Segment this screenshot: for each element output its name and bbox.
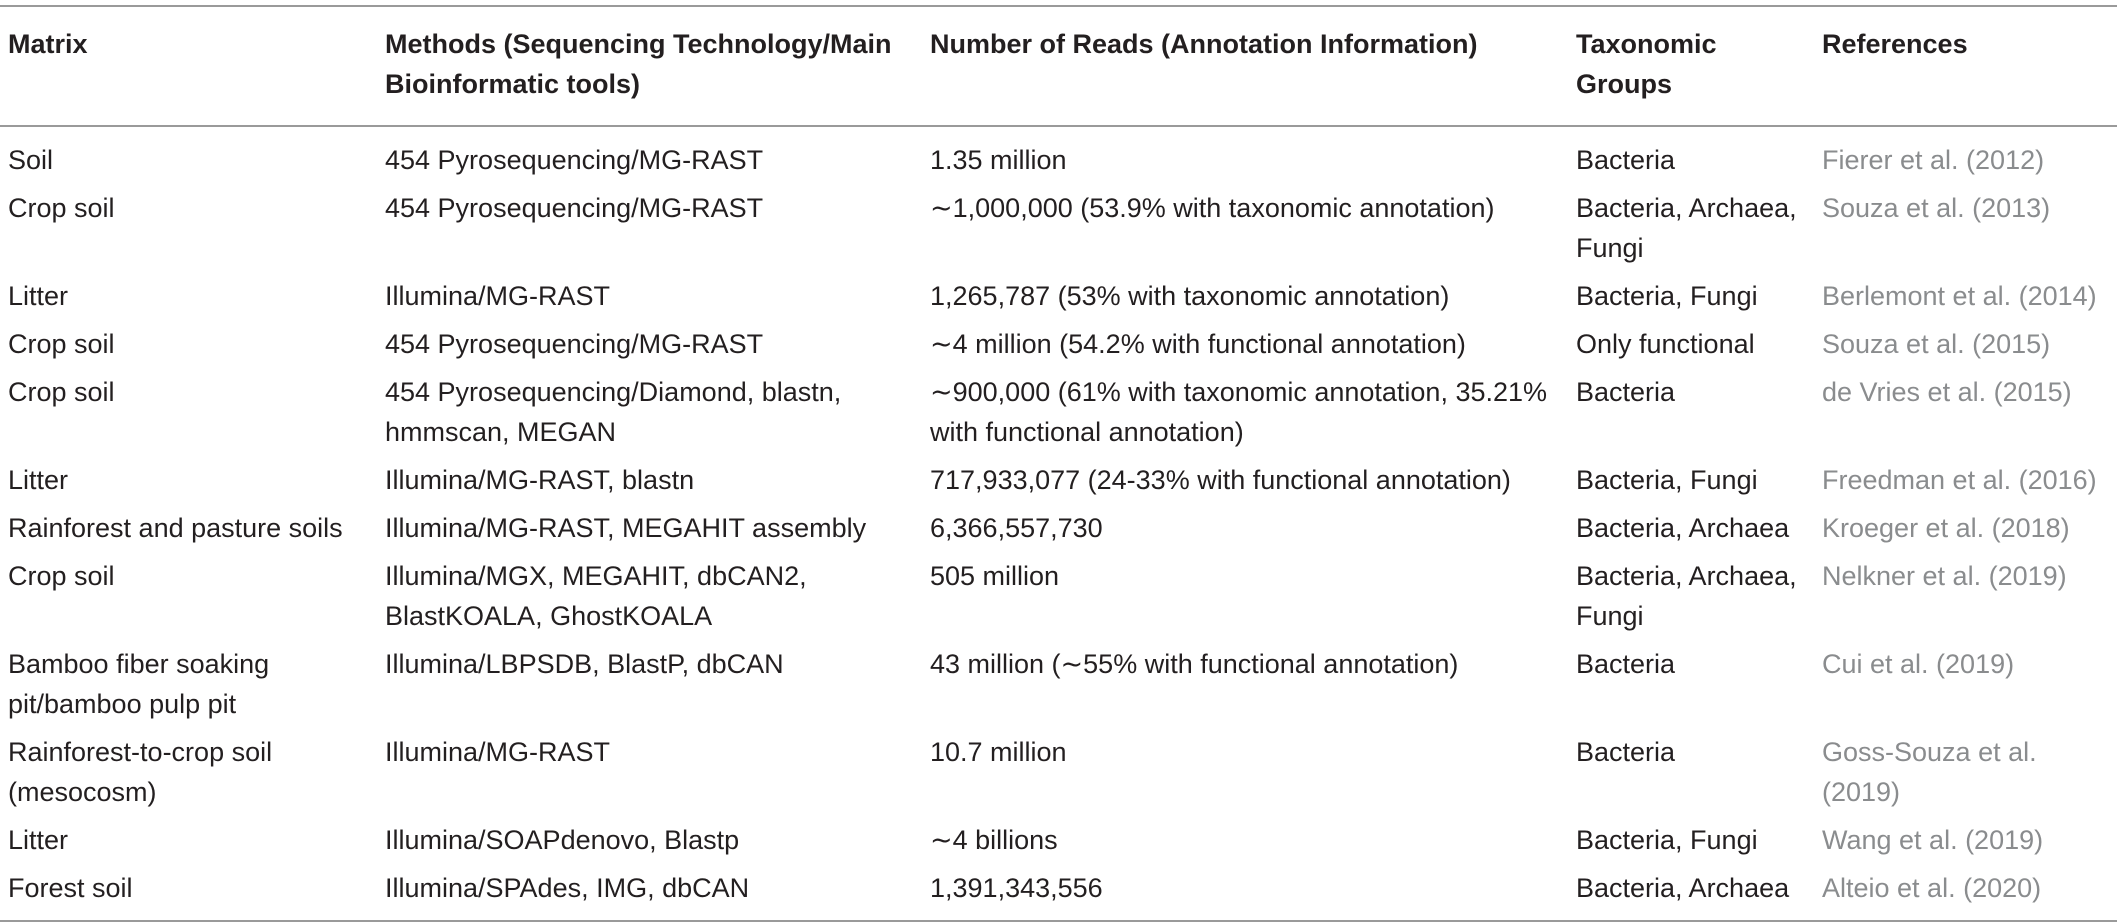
cell-reads: 1.35 million <box>930 145 1067 175</box>
cell-taxonomic-groups: Bacteria, Fungi <box>1576 825 1758 855</box>
cell-methods: 454 Pyrosequencing/MG-RAST <box>385 145 764 175</box>
reference-link[interactable]: Berlemont et al. (2014) <box>1822 281 2097 311</box>
cell-reads: 43 million (∼55% with functional annotation) <box>930 649 1459 679</box>
reference-link[interactable]: Cui et al. (2019) <box>1822 649 2015 679</box>
table-row <box>0 272 2117 320</box>
reference-link[interactable]: de Vries et al. (2015) <box>1822 377 2072 407</box>
cell-matrix: Crop soil <box>8 193 115 223</box>
cell-matrix: Soil <box>8 145 54 175</box>
cell-methods: Illumina/MG-RAST <box>385 281 611 311</box>
cell-matrix: Bamboo fiber soaking pit/bamboo pulp pit <box>8 649 270 719</box>
table-row <box>0 728 2117 816</box>
cell-taxonomic-groups: Bacteria, Fungi <box>1576 465 1758 495</box>
cell-matrix: Rainforest-to-crop soil (mesocosm) <box>8 737 273 807</box>
cell-taxonomic-groups: Bacteria <box>1576 145 1676 175</box>
cell-methods: 454 Pyrosequencing/Diamond, blastn, hmmscan, MEGAN <box>385 377 842 447</box>
cell-methods: Illumina/MG-RAST <box>385 737 611 767</box>
reference-link[interactable]: Wang et al. (2019) <box>1822 825 2044 855</box>
reference-link[interactable]: Nelkner et al. (2019) <box>1822 561 2067 591</box>
cell-reads: 1,391,343,556 <box>930 873 1103 903</box>
cell-methods: 454 Pyrosequencing/MG-RAST <box>385 329 764 359</box>
cell-matrix: Forest soil <box>8 873 133 903</box>
cell-reads: 505 million <box>930 561 1060 591</box>
table-row <box>0 864 2117 921</box>
table-row <box>0 552 2117 640</box>
cell-methods: Illumina/LBPSDB, BlastP, dbCAN <box>385 649 784 679</box>
cell-reads: 6,366,557,730 <box>930 513 1103 543</box>
table-row <box>0 504 2117 552</box>
header-references: References <box>1822 29 1968 59</box>
header-row <box>0 6 2117 126</box>
reference-link[interactable]: Alteio et al. (2020) <box>1822 873 2042 903</box>
cell-reads: ∼900,000 (61% with taxonomic annotation, 35.21% with functional annotation) <box>930 377 1548 447</box>
table-row <box>0 368 2117 456</box>
header-methods: Methods (Sequencing Technology/Main Bioinformatic tools) <box>385 29 892 99</box>
table-body <box>0 126 2117 921</box>
cell-taxonomic-groups: Bacteria, Archaea <box>1576 873 1790 903</box>
table-row <box>0 816 2117 864</box>
reference-link[interactable]: Souza et al. (2013) <box>1822 193 2051 223</box>
header-reads: Number of Reads (Annotation Information) <box>930 29 1478 59</box>
cell-reads: ∼1,000,000 (53.9% with taxonomic annotation) <box>930 193 1495 223</box>
cell-matrix: Crop soil <box>8 561 115 591</box>
cell-taxonomic-groups: Bacteria, Archaea <box>1576 513 1790 543</box>
table-header <box>0 6 2117 126</box>
cell-reads: ∼4 million (54.2% with functional annotation) <box>930 329 1466 359</box>
cell-matrix: Litter <box>8 281 69 311</box>
cell-matrix: Litter <box>8 825 69 855</box>
cell-matrix: Crop soil <box>8 377 115 407</box>
cell-methods: 454 Pyrosequencing/MG-RAST <box>385 193 764 223</box>
metagenomics-studies-table <box>0 5 2117 922</box>
cell-taxonomic-groups: Only functional <box>1576 329 1755 359</box>
cell-matrix: Crop soil <box>8 329 115 359</box>
cell-methods: Illumina/MGX, MEGAHIT, dbCAN2, BlastKOALA, GhostKOALA <box>385 561 807 631</box>
table-row <box>0 456 2117 504</box>
table-row <box>0 320 2117 368</box>
cell-taxonomic-groups: Bacteria, Archaea, Fungi <box>1576 561 1797 631</box>
reference-link[interactable]: Freedman et al. (2016) <box>1822 465 2097 495</box>
table-row <box>0 640 2117 728</box>
cell-taxonomic-groups: Bacteria <box>1576 649 1676 679</box>
header-matrix: Matrix <box>8 29 88 59</box>
cell-matrix: Litter <box>8 465 69 495</box>
cell-taxonomic-groups: Bacteria <box>1576 737 1676 767</box>
cell-taxonomic-groups: Bacteria, Archaea, Fungi <box>1576 193 1797 263</box>
reference-link[interactable]: Fierer et al. (2012) <box>1822 145 2045 175</box>
header-taxonomic-groups: Taxonomic Groups <box>1576 29 1717 99</box>
cell-reads: 1,265,787 (53% with taxonomic annotation) <box>930 281 1450 311</box>
cell-methods: Illumina/SPAdes, IMG, dbCAN <box>385 873 750 903</box>
cell-methods: Illumina/MG-RAST, blastn <box>385 465 695 495</box>
reference-link[interactable]: Goss-Souza et al. (2019) <box>1822 737 2037 807</box>
cell-reads: ∼4 billions <box>930 825 1058 855</box>
reference-link[interactable]: Kroeger et al. (2018) <box>1822 513 2070 543</box>
cell-methods: Illumina/SOAPdenovo, Blastp <box>385 825 740 855</box>
table-row <box>0 126 2117 184</box>
cell-reads: 717,933,077 (24-33% with functional annotation) <box>930 465 1511 495</box>
cell-methods: Illumina/MG-RAST, MEGAHIT assembly <box>385 513 867 543</box>
cell-taxonomic-groups: Bacteria, Fungi <box>1576 281 1758 311</box>
cell-reads: 10.7 million <box>930 737 1067 767</box>
cell-taxonomic-groups: Bacteria <box>1576 377 1676 407</box>
reference-link[interactable]: Souza et al. (2015) <box>1822 329 2051 359</box>
table-row <box>0 184 2117 272</box>
cell-matrix: Rainforest and pasture soils <box>8 513 343 543</box>
